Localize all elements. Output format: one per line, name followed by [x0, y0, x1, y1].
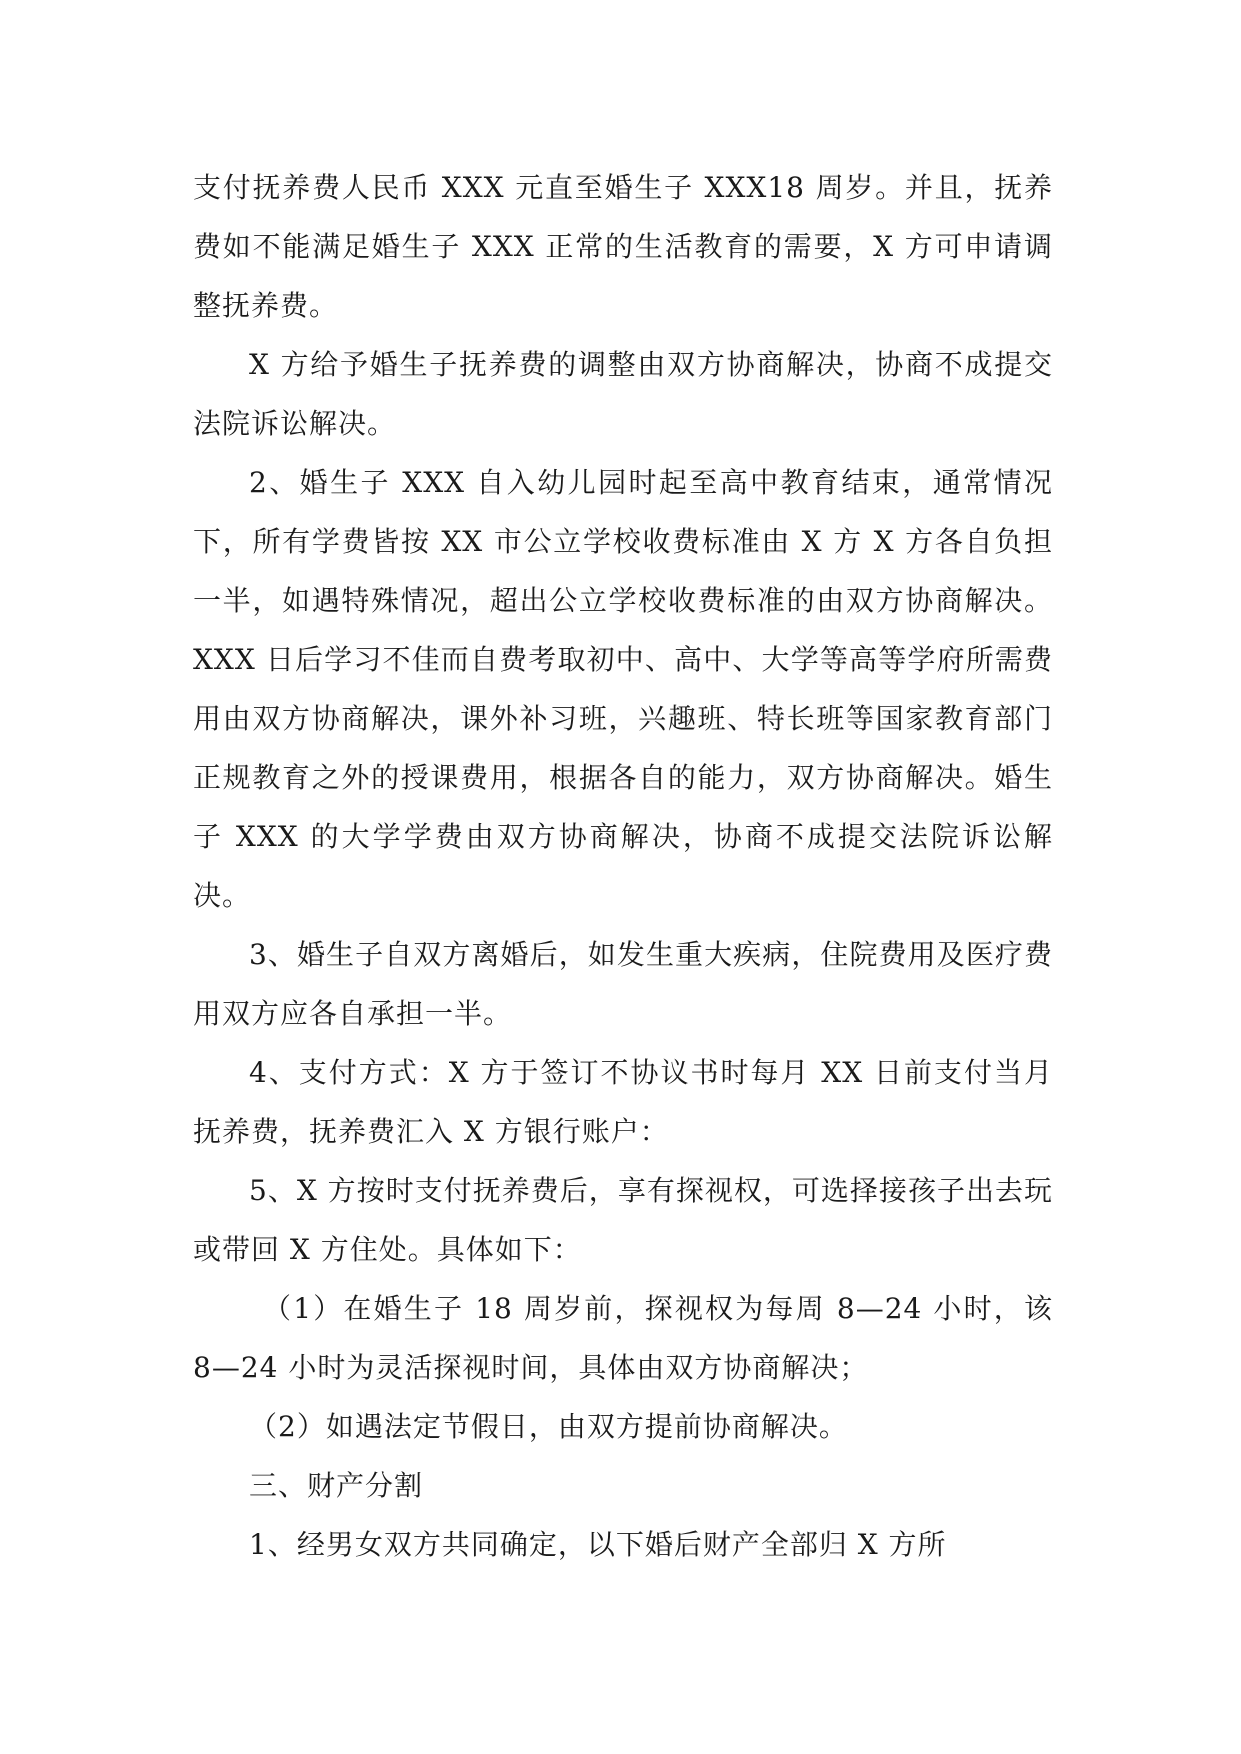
paragraph-item-3-medical: 3、婚生子自双方离婚后，如发生重大疾病，住院费用及医疗费用双方应各自承担一半。 — [193, 938, 1053, 1030]
paragraph-support-adjustment: X 方给予婚生子抚养费的调整由双方协商解决，协商不成提交法院诉讼解决。 — [193, 348, 1053, 440]
paragraph-item-2-tuition: 2、婚生子 XXX 自入幼儿园时起至高中教育结束，通常情况下，所有学费皆按 XX 市公立学校收费标准由 X 方 X 方各自负担一半，如遇特殊情况，超出公立学校收费标准的由双方协商解决。XXX 日后学习不佳而自费考取初中、高中、大学等高等学府所需费用由双方协商解决，课外补习班，兴趣班、特长班等国家教育部门正规教育之外的授课费用，根据各自的能力，双方协商解决。婚生子 XXX 的大学学费由双方协商解决，协商不成提交法院诉讼解决。 — [193, 466, 1053, 912]
paragraph-child-support-continuation: 支付抚养费人民币 XXX 元直至婚生子 XXX18 周岁。并且，抚养费如不能满足婚生子 XXX 正常的生活教育的需要，X 方可申请调整抚养费。 — [193, 171, 1053, 322]
paragraph-item-4-payment-method: 4、支付方式：X 方于签订不协议书时每月 XX 日前支付当月抚养费，抚养费汇入 X 方银行账户： — [193, 1056, 1053, 1148]
paragraph-property-item-1: 1、经男女双方共同确定，以下婚后财产全部归 X 方所 — [249, 1528, 947, 1561]
paragraph-item-5-visitation: 5、X 方按时支付抚养费后，享有探视权，可选择接孩子出去玩或带回 X 方住处。具体如下： — [193, 1174, 1053, 1266]
section-heading-property-division: 三、财产分割 — [249, 1469, 424, 1502]
document-body — [193, 158, 1053, 1574]
paragraph-subitem-1-visitation-hours: （1）在婚生子 18 周岁前，探视权为每周 8—24 小时，该 8—24 小时为灵活探视时间，具体由双方协商解决； — [193, 1292, 1053, 1384]
paragraph-subitem-2-holidays: （2）如遇法定节假日，由双方提前协商解决。 — [249, 1410, 848, 1443]
